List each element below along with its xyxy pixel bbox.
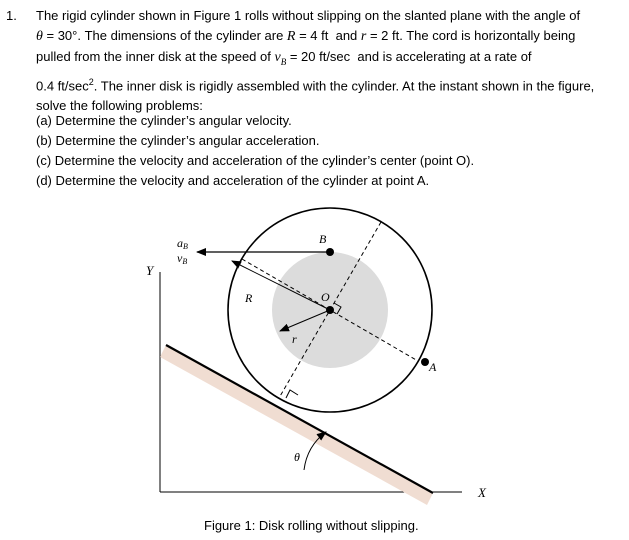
r-symbol: r	[360, 29, 367, 44]
label-aB: aB	[177, 236, 188, 251]
label-O: O	[321, 290, 330, 304]
figure-caption: Figure 1: Disk rolling without slipping.	[204, 518, 419, 533]
statement-text: and is accelerating at a rate of	[350, 49, 532, 64]
statement-line-1: The rigid cylinder shown in Figure 1 rolls without slipping on the slanted plane with the angle of	[36, 8, 581, 23]
statement-text: and	[328, 28, 361, 43]
statement-text: . The inner disk is rigidly assembled with the cylinder. At the instant shown in the figure,	[93, 78, 595, 94]
label-theta: θ	[294, 450, 300, 464]
statement-text: pulled from the inner disk at the speed of	[36, 49, 275, 64]
accel-exponent: 2	[88, 76, 94, 87]
plane-shadow	[160, 345, 433, 505]
R-value: = 4 ft	[295, 28, 329, 43]
label-R: R	[245, 291, 253, 305]
R-symbol: R	[286, 29, 296, 44]
label-r: r	[292, 332, 297, 346]
vB-value: = 20 ft/sec	[286, 49, 351, 64]
theta-symbol: θ	[36, 29, 43, 44]
statement-line-5: solve the following problems:	[36, 98, 203, 114]
right-angle-mark	[286, 390, 298, 398]
task-b: (b) Determine the cylinder’s angular acceleration.	[36, 133, 320, 148]
task-d: (d) Determine the velocity and acceleration of the cylinder at point A.	[36, 173, 430, 188]
label-Y: Y	[146, 263, 154, 278]
label-X: X	[478, 485, 486, 500]
label-vB: vB	[177, 251, 188, 266]
problem-number: 1.	[6, 8, 17, 23]
slanted-plane	[166, 345, 433, 493]
vB-subscript: B	[280, 56, 287, 67]
task-c: (c) Determine the velocity and acceleration of the cylinder’s center (point O).	[36, 153, 475, 168]
task-a: (a) Determine the cylinder’s angular velocity.	[36, 113, 292, 128]
point-A	[421, 358, 429, 366]
statement-text: = 30°. The dimensions of the cylinder are	[42, 28, 287, 43]
accel-value: 0.4 ft/sec	[36, 78, 89, 94]
label-B: B	[319, 232, 327, 246]
vB-base: v	[274, 50, 281, 65]
label-A: A	[429, 360, 437, 374]
r-value: = 2 ft. The cord is horizontally being	[366, 28, 576, 43]
